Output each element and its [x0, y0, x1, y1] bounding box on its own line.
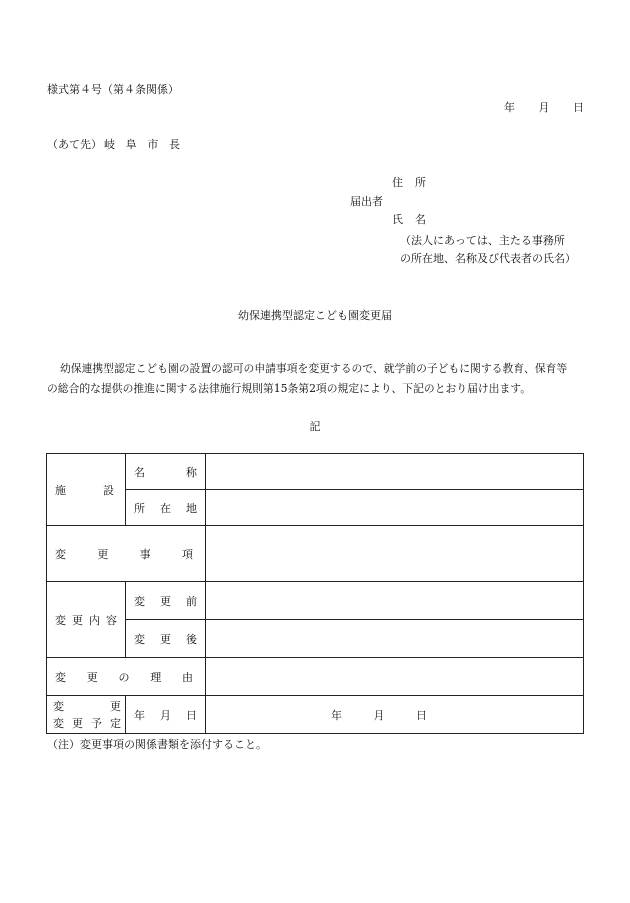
change-content-header: 変 更 内 容 [47, 582, 126, 658]
table-row [47, 526, 584, 582]
addressee-name: 岐 阜 市 長 [104, 138, 180, 151]
table-row [47, 620, 584, 658]
ki-heading: 記 [309, 420, 321, 433]
addressee-prefix: （あて先） [47, 138, 102, 151]
facility-location-value[interactable] [206, 490, 584, 526]
change-after-value[interactable] [206, 620, 584, 658]
addressee [47, 136, 180, 152]
table-row [47, 582, 584, 620]
facility-location-label: 所 在 地 [126, 490, 206, 526]
table-row [47, 696, 584, 734]
corporation-note-line1: （法人にあっては、主たる事務所 [400, 234, 565, 247]
facility-name-value[interactable] [206, 454, 584, 490]
name-label: 氏 名 [392, 213, 426, 226]
date-year-label: 年 [504, 101, 515, 114]
table-row [47, 454, 584, 490]
change-item-value[interactable] [206, 526, 584, 582]
body-text-line1: 幼保連携型認定こども園の設置の認可の申請事項を変更するので、就学前の子どもに関する教育、保育等 [60, 362, 568, 375]
corporation-note-line2: の所在地、名称及び代表者の氏名） [400, 252, 576, 265]
body-text-line2: の総合的な提供の推進に関する法律施行規則第15条第2項の規定により、下記のとおり届け出ます。 [47, 382, 532, 395]
document-title: 幼保連携型認定こども園変更届 [238, 309, 392, 322]
address-label: 住 所 [392, 176, 426, 189]
date-day-label: 日 [573, 101, 584, 114]
change-reason-label: 変 更 の 理 由 [47, 658, 206, 696]
submission-date [504, 99, 584, 115]
facility-name-label: 名 称 [126, 454, 206, 490]
change-reason-value[interactable] [206, 658, 584, 696]
change-item-label: 変 更 事 項 [47, 526, 206, 582]
scheduled-date-label: 変 更 変 更 予 定 [47, 696, 126, 734]
facility-header: 施 設 [47, 454, 126, 526]
scheduled-date-value[interactable]: 年 月 日 [206, 696, 584, 734]
form-number: 様式第４号（第４条関係） [47, 83, 179, 96]
table-row [47, 658, 584, 696]
change-after-label: 変 更 後 [126, 620, 206, 658]
scheduled-date-ymd-label: 年 月 日 [126, 696, 206, 734]
date-month-label: 月 [538, 101, 550, 114]
attachment-note: （注）変更事項の関係書類を添付すること。 [47, 738, 267, 751]
change-form-table [46, 453, 584, 734]
applicant-label: 届出者 [350, 195, 383, 208]
change-before-label: 変 更 前 [126, 582, 206, 620]
table-row [47, 490, 584, 526]
change-before-value[interactable] [206, 582, 584, 620]
